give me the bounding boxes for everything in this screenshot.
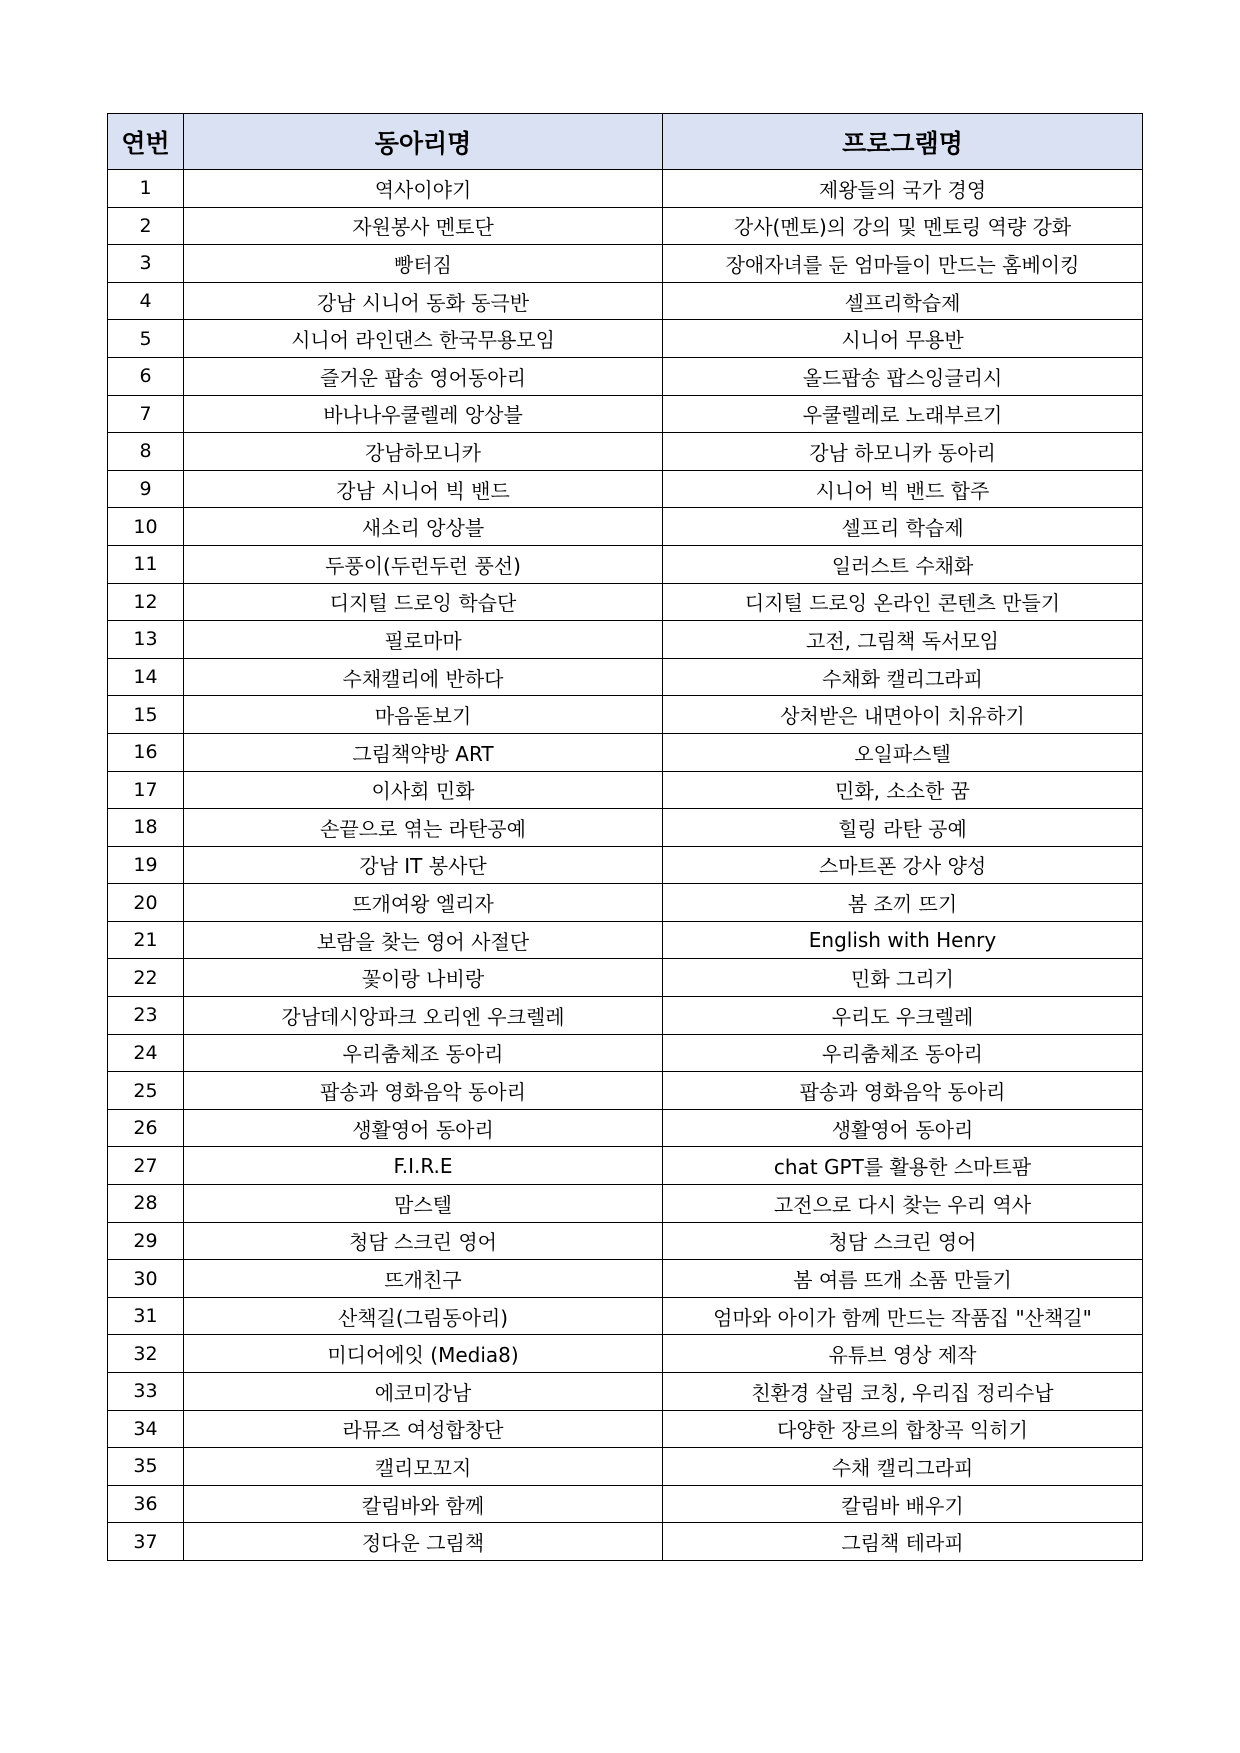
cell-club-name: 빵터짐: [184, 245, 663, 283]
cell-club-name: 에코미강남: [184, 1373, 663, 1411]
cell-club-name: 강남 시니어 동화 동극반: [184, 282, 663, 320]
table-row: [108, 1185, 1143, 1223]
cell-club-name: 미디어에잇 (Media8): [184, 1335, 663, 1373]
table-row: [108, 1297, 1143, 1335]
cell-program-name: chat GPT를 활용한 스마트팜: [663, 1147, 1143, 1185]
cell-club-name: 시니어 라인댄스 한국무용모임: [184, 320, 663, 358]
cell-program-name: 셀프리 학습제: [663, 508, 1143, 546]
cell-club-name: 산책길(그림동아리): [184, 1297, 663, 1335]
cell-no: 18: [108, 809, 184, 847]
table-row: [108, 1222, 1143, 1260]
table-row: [108, 282, 1143, 320]
cell-program-name: 고전으로 다시 찾는 우리 역사: [663, 1185, 1143, 1223]
cell-no: 32: [108, 1335, 184, 1373]
cell-club-name: 필로마마: [184, 621, 663, 659]
cell-no: 37: [108, 1523, 184, 1561]
cell-program-name: 시니어 빅 밴드 합주: [663, 470, 1143, 508]
cell-club-name: 우리춤체조 동아리: [184, 1034, 663, 1072]
cell-program-name: English with Henry: [663, 921, 1143, 959]
cell-no: 8: [108, 433, 184, 471]
cell-program-name: 팝송과 영화음악 동아리: [663, 1072, 1143, 1110]
cell-no: 36: [108, 1485, 184, 1523]
table-row: [108, 1448, 1143, 1486]
cell-no: 4: [108, 282, 184, 320]
table-row: [108, 809, 1143, 847]
table-header-row: [108, 114, 1143, 170]
club-program-table: [107, 113, 1143, 1561]
cell-no: 3: [108, 245, 184, 283]
cell-no: 25: [108, 1072, 184, 1110]
cell-club-name: 손끝으로 엮는 라탄공예: [184, 809, 663, 847]
cell-program-name: 민화 그리기: [663, 959, 1143, 997]
cell-no: 24: [108, 1034, 184, 1072]
cell-program-name: 오일파스텔: [663, 733, 1143, 771]
cell-program-name: 생활영어 동아리: [663, 1109, 1143, 1147]
cell-no: 2: [108, 207, 184, 245]
cell-program-name: 장애자녀를 둔 엄마들이 만드는 홈베이킹: [663, 245, 1143, 283]
table-row: [108, 1147, 1143, 1185]
cell-club-name: 마음돋보기: [184, 696, 663, 734]
cell-no: 23: [108, 997, 184, 1035]
cell-program-name: 우리도 우크렐레: [663, 997, 1143, 1035]
table-row: [108, 1109, 1143, 1147]
header-club-name: 동아리명: [184, 114, 663, 170]
table-row: [108, 170, 1143, 208]
cell-club-name: 정다운 그림책: [184, 1523, 663, 1561]
table-row: [108, 1034, 1143, 1072]
cell-club-name: 뜨개여왕 엘리자: [184, 884, 663, 922]
cell-program-name: 청담 스크린 영어: [663, 1222, 1143, 1260]
cell-program-name: 수채화 캘리그라피: [663, 658, 1143, 696]
cell-no: 1: [108, 170, 184, 208]
cell-club-name: 팝송과 영화음악 동아리: [184, 1072, 663, 1110]
table-row: [108, 846, 1143, 884]
cell-no: 5: [108, 320, 184, 358]
cell-club-name: 보람을 찾는 영어 사절단: [184, 921, 663, 959]
cell-no: 6: [108, 357, 184, 395]
cell-club-name: F.I.R.E: [184, 1147, 663, 1185]
cell-program-name: 스마트폰 강사 양성: [663, 846, 1143, 884]
cell-program-name: 봄 여름 뜨개 소품 만들기: [663, 1260, 1143, 1298]
cell-program-name: 유튜브 영상 제작: [663, 1335, 1143, 1373]
cell-club-name: 이사회 민화: [184, 771, 663, 809]
cell-no: 13: [108, 621, 184, 659]
cell-no: 26: [108, 1109, 184, 1147]
cell-no: 16: [108, 733, 184, 771]
cell-no: 35: [108, 1448, 184, 1486]
table-body: [108, 170, 1143, 1561]
table-row: [108, 320, 1143, 358]
table-row: [108, 433, 1143, 471]
cell-no: 11: [108, 545, 184, 583]
cell-no: 27: [108, 1147, 184, 1185]
cell-program-name: 민화, 소소한 꿈: [663, 771, 1143, 809]
table-row: [108, 207, 1143, 245]
cell-club-name: 두풍이(두런두런 풍선): [184, 545, 663, 583]
cell-club-name: 즐거운 팝송 영어동아리: [184, 357, 663, 395]
cell-no: 20: [108, 884, 184, 922]
cell-program-name: 제왕들의 국가 경영: [663, 170, 1143, 208]
cell-club-name: 맘스텔: [184, 1185, 663, 1223]
table-row: [108, 696, 1143, 734]
table-row: [108, 884, 1143, 922]
table-row: [108, 545, 1143, 583]
cell-club-name: 자원봉사 멘토단: [184, 207, 663, 245]
cell-club-name: 그림책약방 ART: [184, 733, 663, 771]
table-row: [108, 1260, 1143, 1298]
document-page: [107, 113, 1142, 1561]
cell-program-name: 다양한 장르의 합창곡 익히기: [663, 1410, 1143, 1448]
cell-program-name: 상처받은 내면아이 치유하기: [663, 696, 1143, 734]
table-row: [108, 621, 1143, 659]
cell-no: 15: [108, 696, 184, 734]
cell-club-name: 생활영어 동아리: [184, 1109, 663, 1147]
cell-program-name: 칼림바 배우기: [663, 1485, 1143, 1523]
table-row: [108, 1072, 1143, 1110]
cell-no: 30: [108, 1260, 184, 1298]
table-row: [108, 959, 1143, 997]
cell-program-name: 우쿨렐레로 노래부르기: [663, 395, 1143, 433]
table-row: [108, 733, 1143, 771]
table-row: [108, 771, 1143, 809]
cell-program-name: 친환경 살림 코칭, 우리집 정리수납: [663, 1373, 1143, 1411]
table-row: [108, 1373, 1143, 1411]
table-row: [108, 245, 1143, 283]
table-row: [108, 1335, 1143, 1373]
cell-program-name: 강사(멘토)의 강의 및 멘토링 역량 강화: [663, 207, 1143, 245]
cell-club-name: 새소리 앙상블: [184, 508, 663, 546]
table-row: [108, 357, 1143, 395]
table-row: [108, 1410, 1143, 1448]
cell-program-name: 일러스트 수채화: [663, 545, 1143, 583]
cell-club-name: 뜨개친구: [184, 1260, 663, 1298]
cell-no: 14: [108, 658, 184, 696]
cell-program-name: 셀프리학습제: [663, 282, 1143, 320]
cell-club-name: 강남 IT 봉사단: [184, 846, 663, 884]
cell-no: 21: [108, 921, 184, 959]
cell-no: 28: [108, 1185, 184, 1223]
cell-no: 17: [108, 771, 184, 809]
cell-club-name: 디지털 드로잉 학습단: [184, 583, 663, 621]
cell-program-name: 봄 조끼 뜨기: [663, 884, 1143, 922]
cell-no: 19: [108, 846, 184, 884]
table-row: [108, 997, 1143, 1035]
cell-club-name: 캘리모꼬지: [184, 1448, 663, 1486]
cell-program-name: 시니어 무용반: [663, 320, 1143, 358]
cell-no: 34: [108, 1410, 184, 1448]
cell-club-name: 강남 시니어 빅 밴드: [184, 470, 663, 508]
cell-program-name: 힐링 라탄 공예: [663, 809, 1143, 847]
cell-club-name: 강남데시앙파크 오리엔 우크렐레: [184, 997, 663, 1035]
cell-club-name: 칼림바와 함께: [184, 1485, 663, 1523]
cell-no: 7: [108, 395, 184, 433]
cell-program-name: 강남 하모니카 동아리: [663, 433, 1143, 471]
table-row: [108, 921, 1143, 959]
cell-club-name: 바나나우쿨렐레 앙상블: [184, 395, 663, 433]
cell-club-name: 강남하모니카: [184, 433, 663, 471]
cell-club-name: 수채캘리에 반하다: [184, 658, 663, 696]
cell-no: 31: [108, 1297, 184, 1335]
cell-program-name: 엄마와 아이가 함께 만드는 작품집 "산책길": [663, 1297, 1143, 1335]
cell-no: 33: [108, 1373, 184, 1411]
cell-no: 22: [108, 959, 184, 997]
cell-program-name: 고전, 그림책 독서모임: [663, 621, 1143, 659]
cell-program-name: 우리춤체조 동아리: [663, 1034, 1143, 1072]
header-program-name: 프로그램명: [663, 114, 1143, 170]
table-row: [108, 508, 1143, 546]
table-row: [108, 1523, 1143, 1561]
cell-club-name: 꽃이랑 나비랑: [184, 959, 663, 997]
cell-club-name: 청담 스크린 영어: [184, 1222, 663, 1260]
cell-program-name: 디지털 드로잉 온라인 콘텐츠 만들기: [663, 583, 1143, 621]
cell-program-name: 수채 캘리그라피: [663, 1448, 1143, 1486]
table-row: [108, 395, 1143, 433]
cell-program-name: 그림책 테라피: [663, 1523, 1143, 1561]
cell-program-name: 올드팝송 팝스잉글리시: [663, 357, 1143, 395]
table-row: [108, 470, 1143, 508]
cell-no: 10: [108, 508, 184, 546]
cell-no: 9: [108, 470, 184, 508]
table-row: [108, 1485, 1143, 1523]
table-row: [108, 658, 1143, 696]
cell-no: 12: [108, 583, 184, 621]
cell-club-name: 역사이야기: [184, 170, 663, 208]
table-row: [108, 583, 1143, 621]
cell-club-name: 라뮤즈 여성합창단: [184, 1410, 663, 1448]
header-no: 연번: [108, 114, 184, 170]
cell-no: 29: [108, 1222, 184, 1260]
